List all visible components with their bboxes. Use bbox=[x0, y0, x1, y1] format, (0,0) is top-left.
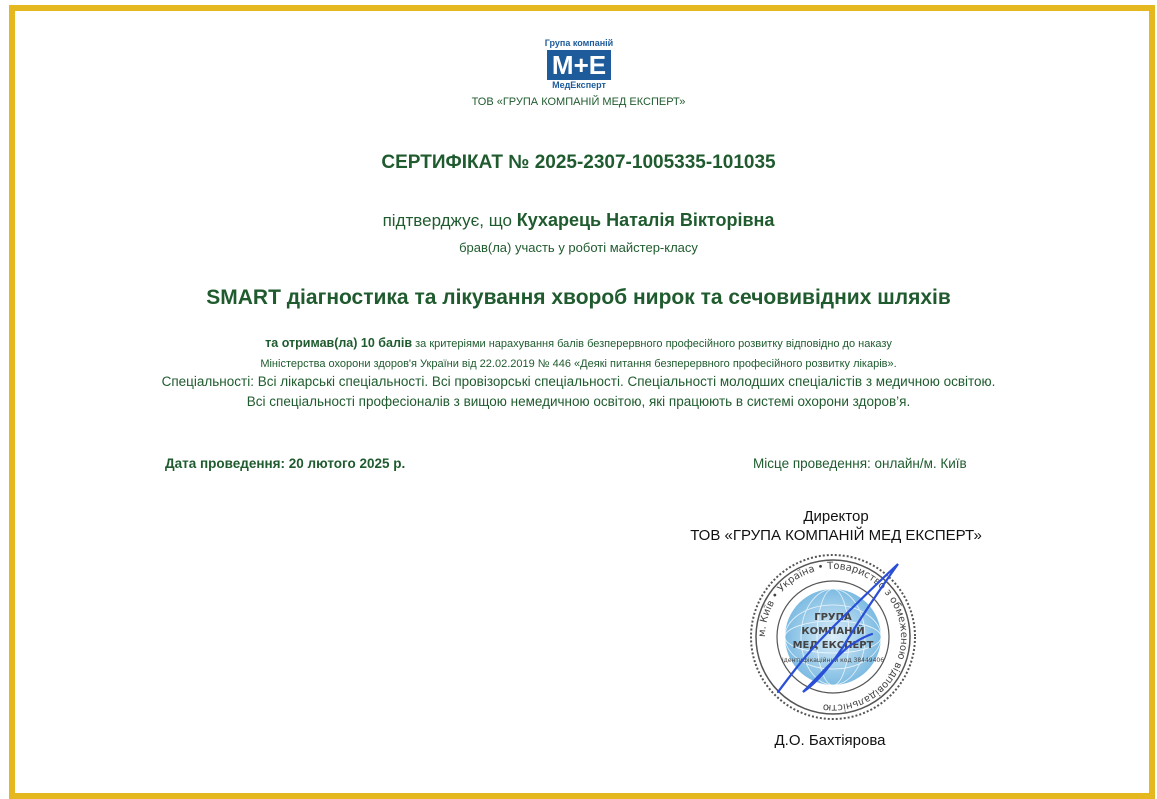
event-date: Дата проведення: 20 лютого 2025 р. bbox=[165, 456, 406, 471]
recipient-name: Кухарець Наталія Вікторівна bbox=[516, 210, 775, 230]
signer-organization: ТОВ «ГРУПА КОМПАНІЙ МЕД ЕКСПЕРТ» bbox=[690, 527, 982, 544]
company-logo bbox=[543, 38, 615, 94]
stamp-outer-text: м. Київ • Україна • Товариство з обмеженою відповідальністю bbox=[756, 560, 910, 714]
specialties-line-1: Спеціальності: Всі лікарські спеціальності. Всі провізорські спеціальності. Спеціальності молодших спеціалістів з медичною освітою. bbox=[161, 374, 996, 389]
points-rest: за критеріями нарахування балів безперервного професійного розвитку відповідно до наказу bbox=[412, 338, 892, 350]
logo-caption-top: Група компаній bbox=[544, 38, 614, 48]
company-name: ТОВ «ГРУПА КОМПАНІЙ МЕД ЕКСПЕРТ» bbox=[471, 96, 686, 108]
specialties-line-2: Всі спеціальності професіоналів з вищою немедичною освітою, які працюють в системі охорони здоров’я. bbox=[246, 394, 911, 409]
stamp-code: ідентифікаційний код 38449406 bbox=[781, 657, 885, 664]
med-expert-logo-icon bbox=[547, 50, 611, 80]
course-title: SMART діагностика та лікування хвороб нирок та сечовивідних шляхів bbox=[206, 286, 951, 309]
participation-line: брав(ла) участь у роботі майстер-класу bbox=[459, 240, 698, 255]
confirms-prefix: підтверджує, що bbox=[382, 211, 517, 230]
company-stamp bbox=[748, 552, 918, 722]
logo-caption-bottom: МедЕксперт bbox=[552, 80, 606, 90]
ministry-order-line: Міністерства охорони здоров'я України від 22.02.2019 № 446 «Деякі питання безперервного професійного розвитку лікарів». bbox=[260, 358, 897, 370]
certificate-title: СЕРТИФІКАТ № 2025-2307-1005335-101035 bbox=[381, 152, 776, 173]
signer-role: Директор bbox=[803, 508, 869, 525]
stamp-inner-line-1: ГРУПА bbox=[814, 612, 852, 623]
signer-name: Д.О. Бахтіярова bbox=[774, 732, 886, 749]
event-place: Місце проведення: онлайн/м. Київ bbox=[753, 456, 967, 471]
stamp-inner-line-2: КОМПАНІЙ bbox=[801, 626, 865, 637]
svg-text:M+E: M+E bbox=[551, 50, 607, 80]
stamp-inner-line-3: МЕД ЕКСПЕРТ bbox=[792, 640, 874, 651]
points-line bbox=[0, 336, 1157, 350]
points-bold: та отримав(ла) 10 балів bbox=[265, 336, 413, 350]
confirms-line bbox=[0, 210, 1157, 231]
